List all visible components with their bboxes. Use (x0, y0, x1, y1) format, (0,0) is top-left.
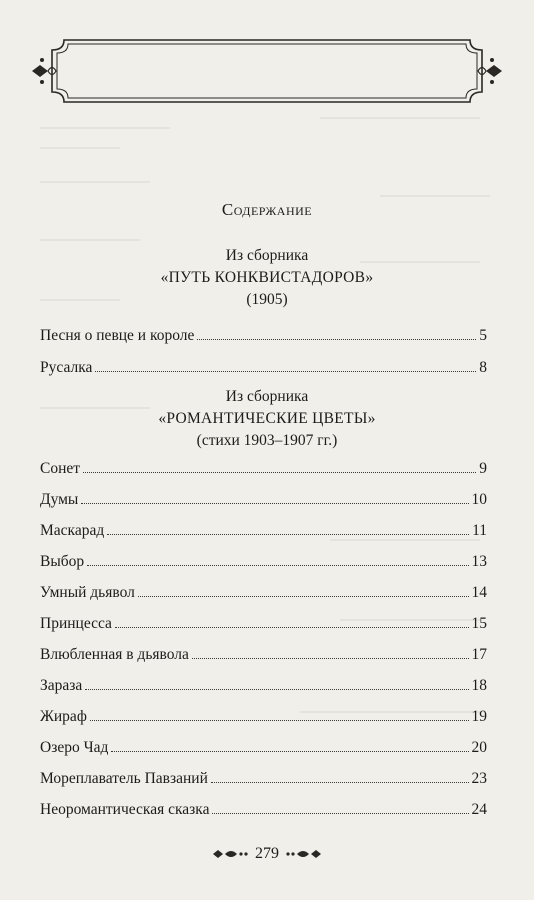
ornamental-frame-icon (30, 36, 504, 106)
page-number: 279 (255, 845, 279, 862)
toc-entry-title: Влюбленная в дьявола (40, 646, 189, 663)
toc-entry-title: Умный дьявол (40, 584, 135, 601)
section-2-line1: Из сборника (225, 388, 309, 405)
dot-leader (95, 371, 476, 372)
floral-ornament-left-icon (211, 847, 249, 861)
dot-leader (90, 720, 469, 721)
section-2-years: (стихи 1903–1907 гг.) (196, 432, 338, 449)
dot-leader (138, 596, 469, 597)
dot-leader (83, 472, 476, 473)
toc-entry-page: 10 (471, 491, 487, 508)
toc-entry-title: Мореплаватель Павзаний (40, 770, 208, 787)
toc-entry-page: 24 (471, 801, 487, 818)
toc-entry-title: Русалка (40, 359, 93, 376)
contents-heading: Содержание (221, 200, 313, 219)
toc-entry-page: 18 (471, 677, 487, 694)
section-1-collection-title: «ПУТЬ КОНКВИСТАДОРОВ» (160, 269, 374, 286)
toc-entry-title: Принцесса (40, 615, 112, 632)
section-1-year: (1905) (246, 291, 288, 308)
toc-entry-page: 19 (471, 708, 487, 725)
dot-leader (197, 339, 476, 340)
toc-entry-page: 15 (471, 615, 487, 632)
toc-entry-title: Сонет (40, 460, 81, 477)
dot-leader (107, 534, 469, 535)
toc-entry[interactable] (40, 327, 487, 349)
toc-entry-page: 14 (471, 584, 487, 601)
toc-entry-page: 20 (471, 739, 487, 756)
toc-entry-title: Жираф (40, 708, 87, 725)
section-1-line1: Из сборника (225, 247, 309, 264)
dot-leader (87, 565, 468, 566)
toc-entry-page: 5 (479, 327, 487, 344)
dot-leader (212, 813, 468, 814)
toc-entry[interactable] (40, 460, 487, 482)
toc-entry-page: 9 (479, 460, 487, 477)
toc-entry-page: 23 (471, 770, 487, 787)
toc-entry[interactable] (40, 359, 487, 381)
toc-entry-title: Песня о певце и короле (40, 327, 195, 344)
section-header-1 (0, 245, 534, 311)
dot-leader (111, 751, 468, 752)
toc-entry-title: Выбор (40, 553, 85, 570)
toc-entry-page: 8 (479, 359, 487, 376)
dot-leader (85, 689, 468, 690)
section-header-2 (0, 386, 534, 452)
toc-entry-title: Думы (40, 491, 79, 508)
toc-entry[interactable] (40, 522, 487, 544)
toc-entry-title: Маскарад (40, 522, 105, 539)
toc-entry[interactable] (40, 553, 487, 575)
toc-entry[interactable] (40, 584, 487, 606)
toc-entry[interactable] (40, 615, 487, 637)
toc-entry-page: 13 (471, 553, 487, 570)
toc-entry[interactable] (40, 770, 487, 792)
toc-entry-title: Зараза (40, 677, 83, 694)
toc-entry[interactable] (40, 708, 487, 730)
toc-entry-title: Неоромантическая сказка (40, 801, 210, 818)
page-footer (0, 845, 534, 866)
floral-ornament-right-icon (285, 847, 323, 861)
toc-entry[interactable] (40, 801, 487, 823)
toc-entry[interactable] (40, 739, 487, 761)
toc-entry-page: 11 (472, 522, 487, 539)
section-2-collection-title: «РОМАНТИЧЕСКИЕ ЦВЕТЫ» (158, 410, 376, 427)
dot-leader (115, 627, 469, 628)
dot-leader (211, 782, 469, 783)
toc-entry[interactable] (40, 677, 487, 699)
toc-entry-title: Озеро Чад (40, 739, 109, 756)
dot-leader (81, 503, 468, 504)
toc-entry[interactable] (40, 491, 487, 513)
dot-leader (192, 658, 469, 659)
toc-entry[interactable] (40, 646, 487, 668)
toc-entry-page: 17 (471, 646, 487, 663)
